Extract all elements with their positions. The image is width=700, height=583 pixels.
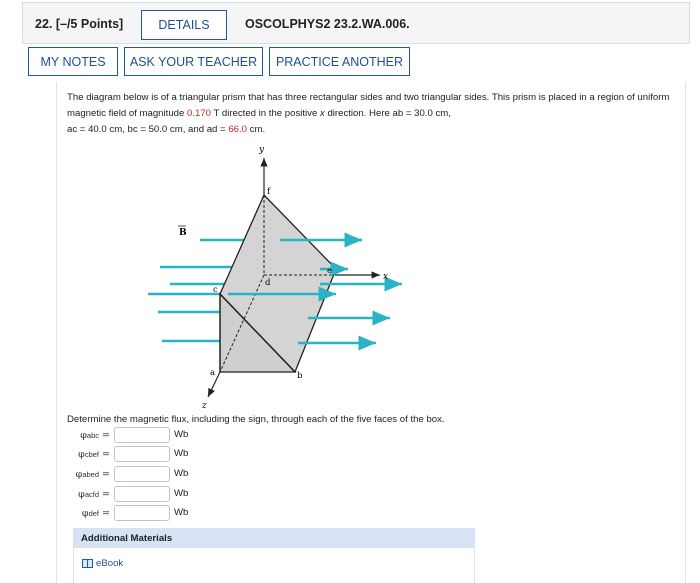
point-label-c: c: [213, 285, 218, 295]
ebook-link[interactable]: [82, 558, 123, 569]
flux-input-abed[interactable]: [114, 466, 170, 482]
point-label-a: a: [210, 368, 216, 378]
point-label-b: b: [297, 371, 303, 381]
flux-label-cbef: φcbef =: [78, 449, 110, 460]
ask-teacher-button[interactable]: ASK YOUR TEACHER: [124, 47, 263, 76]
problem-statement: [67, 90, 679, 138]
prism-diagram: [140, 142, 420, 412]
flux-subscript: abc: [86, 431, 100, 440]
axis-label-z: z: [202, 401, 207, 411]
field-label-b: B: [179, 228, 187, 238]
details-button[interactable]: DETAILS: [141, 10, 227, 40]
point-label-d: d: [265, 278, 271, 288]
phi-symbol: φ: [80, 430, 87, 441]
flux-subscript: cbef: [84, 450, 100, 459]
flux-input-cbef[interactable]: [114, 446, 170, 462]
question-header: [22, 2, 690, 44]
flux-label-def: φdef =: [81, 508, 110, 519]
unit-label: Wb: [174, 468, 189, 479]
phi-symbol: φ: [78, 449, 85, 460]
x-variable: x: [320, 108, 325, 119]
content-border-right: [685, 82, 686, 583]
ad-length: 66.0: [228, 124, 248, 135]
my-notes-button[interactable]: MY NOTES: [28, 47, 118, 76]
course-code: OSCOLPHYS2 23.2.WA.006.: [245, 17, 410, 31]
unit-label: Wb: [174, 429, 189, 440]
flux-subscript: def: [88, 509, 100, 518]
phi-symbol: φ: [81, 508, 89, 519]
problem-text: ac = 40.0 cm, bc = 50.0 cm, and ad =: [67, 124, 229, 135]
point-label-e: e: [327, 266, 333, 276]
field-magnitude: 0.170: [187, 108, 212, 119]
point-label-f: f: [267, 187, 271, 197]
flux-input-abc[interactable]: [114, 427, 170, 443]
unit-label: Wb: [174, 488, 189, 499]
phi-symbol: φ: [78, 489, 85, 500]
question-number: 22. [–/5 Points]: [35, 17, 124, 31]
flux-row-abed: [70, 466, 210, 484]
flux-input-acfd[interactable]: [114, 486, 170, 502]
flux-input-def[interactable]: [114, 505, 170, 521]
problem-text: cm.: [247, 124, 266, 135]
axis-label-x: x: [383, 272, 389, 282]
book-icon: [82, 559, 93, 568]
problem-text: T directed in the positive: [211, 108, 320, 119]
flux-subscript: abed: [82, 470, 100, 479]
content-border-left: [56, 82, 57, 583]
additional-materials-panel: [73, 548, 475, 583]
additional-materials-heading: Additional Materials: [73, 528, 475, 548]
problem-text: direction. Here ab = 30.0 cm,: [324, 108, 451, 119]
flux-subscript: acfd: [84, 490, 100, 499]
unit-label: Wb: [174, 448, 189, 459]
flux-row-abc: [70, 427, 210, 445]
ebook-label: eBook: [96, 558, 124, 569]
flux-label-acfd: φacfd =: [78, 489, 110, 500]
practice-another-button[interactable]: PRACTICE ANOTHER: [269, 47, 410, 76]
flux-row-acfd: [70, 486, 210, 504]
problem-text: The diagram below is of a triangular prism that has three rectangular sides and two triangular sides. This prism is placed in a region of uniform magnetic field of magnitude: [67, 92, 670, 119]
phi-symbol: φ: [75, 469, 83, 480]
flux-row-def: [70, 505, 210, 523]
unit-label: Wb: [174, 507, 189, 518]
axis-label-y: y: [259, 145, 265, 155]
question-prompt: Determine the magnetic flux, including the sign, through each of the five faces of the box.: [67, 414, 445, 425]
flux-label-abc: φabc =: [80, 430, 110, 441]
flux-row-cbef: [70, 446, 210, 464]
flux-label-abed: φabed =: [75, 469, 110, 480]
